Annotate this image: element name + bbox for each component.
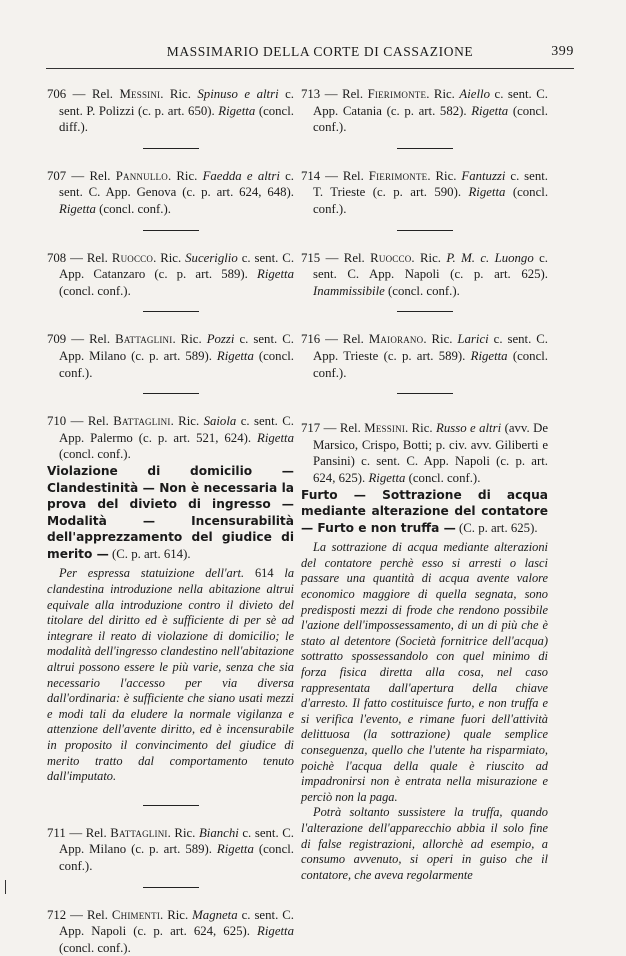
judge-name: Battaglini <box>115 332 173 347</box>
party-name: Pozzi <box>206 332 235 347</box>
entry-708: 708 — Rel. Ruocco. Ric. Suceriglio c. sent. C. App. Catanzaro (c. p. art. 589). Rigetta (concl. conf.). <box>47 250 295 298</box>
entry-706: 706 — Rel. Messini. Ric. Spinuso e altri c. sent. P. Polizzi (c. p. art. 650). Rigetta (concl. diff.). <box>47 87 295 135</box>
entry-714: 714 — Rel. Fierimonte. Ric. Fantuzzi c. sent. T. Trieste (c. p. art. 590). Rigetta (concl. conf.). <box>301 168 549 216</box>
entry-710: 710 — Rel. Battaglini. Ric. Saiola c. sent. C. App. Palermo (c. p. art. 521, 624). Rigetta (concl. conf.). <box>47 414 294 462</box>
maxim-text: Per espressa statuizione dell'art. 614 la clandestina introduzione nella abitazione altrui equivale alla introduzione contro il divieto del titolare del diritto ed è sufficiente di per sè ad integrare il reato di violazione di domicilio; le modalità dell'ingresso clandestino nell'abitazione altrui possono essere le più varie, senza che sia necessario l'accesso per via diversa dall'ordinaria: è sufficiente che siano usati mezzi e modi tali da eludere la normale vigilanza e attenzione dell'avente diritto, ed è incensurabile in proposito il convincimento del giudice di merito tratto dal comportamento tenuto dall'imputato. <box>47 566 295 784</box>
outcome: Rigetta <box>257 267 294 282</box>
entry-713: 713 — Rel. Fierimonte. Ric. Aiello c. sent. C. App. Catania (c. p. art. 582). Rigetta (concl. conf.). <box>301 87 548 135</box>
party-name: Larici <box>457 332 489 347</box>
page-number: 399 <box>551 44 574 59</box>
outcome: Rigetta <box>59 201 96 216</box>
outcome: Rigetta <box>468 185 506 200</box>
running-head <box>46 44 574 60</box>
judge-name: Fierimonte <box>368 168 428 183</box>
subject-heading: Violazione di domicilio — Clandestinità — Non è necessaria la prova del divieto di ingresso — Modalità — Incensurabilità dell'apprezzamento del giudice di merito — (C. p. art. 614). <box>47 463 294 561</box>
judge-name: Chimenti <box>111 907 161 922</box>
outcome: Rigetta <box>218 103 256 118</box>
outcome: Rigetta <box>216 348 254 363</box>
separator-rule <box>397 148 453 149</box>
party-name: P. M. c. Luongo <box>446 250 534 265</box>
party-name: Bianchi <box>198 825 239 840</box>
party-name: Fantuzzi <box>461 168 506 183</box>
judge-name: Battaglini <box>113 414 171 429</box>
party-name: Russo e altri <box>436 421 502 436</box>
outcome: Inammissibile <box>313 283 385 298</box>
party-name: Magneta <box>192 907 238 922</box>
judge-name: Fierimonte <box>367 87 427 101</box>
outcome: Rigetta <box>471 103 509 118</box>
entry-711: 711 — Rel. Battaglini. Ric. Bianchi c. sent. C. App. Milano (c. p. art. 589). Rigetta (concl. conf.). <box>47 825 294 873</box>
entry-709: 709 — Rel. Battaglini. Ric. Pozzi c. sent. C. App. Milano (c. p. art. 589). Rigetta (concl. conf.). <box>47 332 294 380</box>
separator-rule <box>397 393 453 394</box>
separator-rule <box>143 393 199 394</box>
right-column <box>301 86 548 883</box>
judge-name: Pannullo <box>115 168 168 183</box>
party-name: Suceriglio <box>185 250 238 265</box>
outcome: Rigetta <box>368 470 406 485</box>
header-rule <box>46 68 574 69</box>
judge-name: Messini <box>364 421 406 436</box>
entry-716: 716 — Rel. Maiorano. Ric. Larici c. sent. C. App. Trieste (c. p. art. 589). Rigetta (concl. conf.). <box>301 332 549 380</box>
outcome: Rigetta <box>216 842 254 857</box>
separator-rule <box>143 311 199 312</box>
judge-name: Maiorano <box>368 332 424 347</box>
separator-rule <box>143 230 199 231</box>
judge-name: Ruocco <box>370 250 412 265</box>
judge-name: Battaglini <box>110 825 168 840</box>
maxim-text-continued: Potrà soltanto sussistere la truffa, quando l'alterazione dell'apparecchio abbia il solo fine di false registrazioni, allorchè ad esempio, a consumo avvenuto, si operi in guiso che il contatore, che aveva regolarmente <box>301 805 548 882</box>
subject-heading: Furto — Sottrazione di acqua mediante alterazione del contatore — Furto e non truffa — (C. p. art. 625). <box>301 487 548 535</box>
party-name: Aiello <box>459 87 490 101</box>
entry-715: 715 — Rel. Ruocco. Ric. P. M. c. Luongo c. sent. C. App. Napoli (c. p. art. 625). Inammissibile (concl. conf.). <box>301 250 548 298</box>
maxim-text: La sottrazione di acqua mediante alterazioni del contatore perchè esso si arresti o lasci passare una quantità di acqua avente valore economico maggiore di quella segnata, sono predisposti mezzi di frode che rendono possibile l'azione dell'impossessamento, di un di più che è stato al detentore (Società fornitrice dell'acqua) sottratto spossessandolo con quel minimo di forza fisica diretta alla cosa, nel caso rappresentata dall'apertura della chiave d'arresto. Il fatto costituisce furto, e non truffa e si verifica l'evento, e rimane fuori dell'attività delittuosa (la sottrazione) quale semplice conseguenza, quello che l'utente ha risparmiato, poichè l'acqua della quale è riuscito ad impadronirsi non è entrata nella misurazione e perciò non la paga. <box>301 540 548 804</box>
running-head-title: MASSIMARIO DELLA CORTE DI CASSAZIONE <box>166 44 474 59</box>
outcome: Rigetta <box>470 348 508 363</box>
entry-707: 707 — Rel. Pannullo. Ric. Faedda e altri c. sent. C. App. Genova (c. p. art. 624, 648). Rigetta (concl. conf.). <box>47 168 295 216</box>
judge-name: Messini <box>119 87 161 101</box>
party-name: Saiola <box>203 414 237 429</box>
judge-name: Ruocco <box>111 250 154 265</box>
separator-rule <box>143 887 199 888</box>
entry-712: 712 — Rel. Chimenti. Ric. Magneta c. sent. C. App. Napoli (c. p. art. 624, 625). Rigetta (concl. conf.). <box>47 907 295 955</box>
outcome: Rigetta <box>257 430 294 445</box>
entry-717: 717 — Rel. Messini. Ric. Russo e altri (avv. De Marsico, Crispo, Botti; p. civ. avv. Giliberti e Pansini) c. sent. C. App. Napoli (c. p. art. 624, 625). Rigetta (concl. conf.). <box>301 421 549 485</box>
left-column <box>47 86 294 956</box>
separator-rule <box>397 230 453 231</box>
separator-rule <box>143 805 199 806</box>
margin-mark <box>5 880 7 894</box>
separator-rule <box>397 311 453 312</box>
separator-rule <box>143 148 199 149</box>
party-name: Faedda e altri <box>202 168 280 183</box>
outcome: Rigetta <box>257 924 295 939</box>
party-name: Spinuso e altri <box>197 87 279 101</box>
